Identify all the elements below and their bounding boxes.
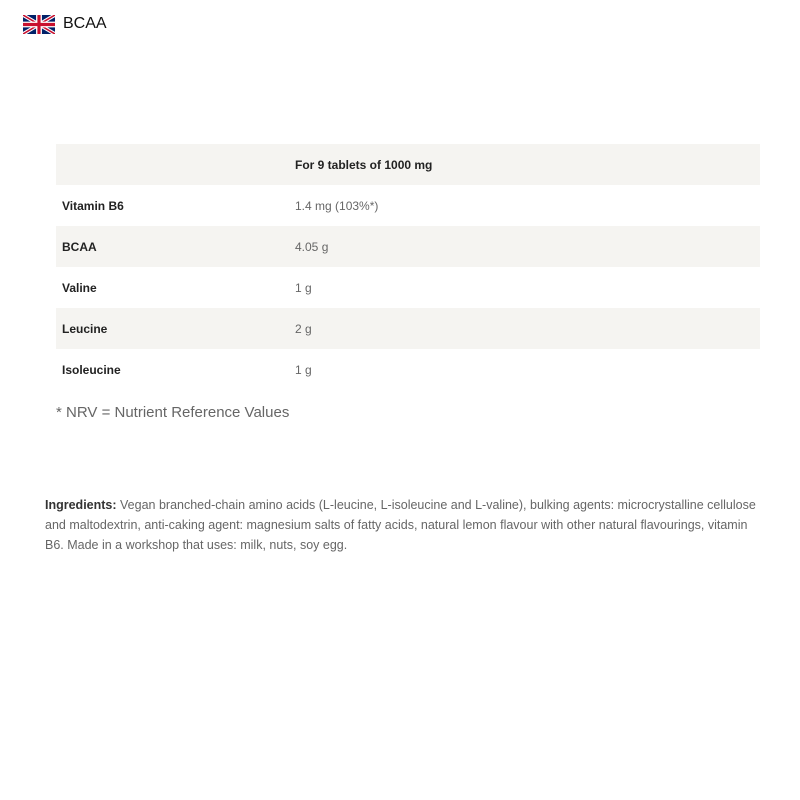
nutrient-name: Isoleucine xyxy=(62,362,121,377)
table-header-value: For 9 tablets of 1000 mg xyxy=(295,157,433,172)
uk-flag-icon xyxy=(23,15,55,34)
nutrient-name: Valine xyxy=(62,280,97,295)
nutrient-value: 4.05 g xyxy=(295,239,329,254)
nutrient-value: 1.4 mg (103%*) xyxy=(295,198,379,213)
nutrient-value: 1 g xyxy=(295,362,312,377)
ingredients-label: Ingredients: xyxy=(45,498,117,512)
nutrient-name: Vitamin B6 xyxy=(62,198,124,213)
table-row xyxy=(56,226,760,267)
ingredients-text: Vegan branched-chain amino acids (L-leucine, L-isoleucine and L-valine), bulking agents: microcrystalline cellulose and maltodextrin, anti-caking agent: magnesium salts of fatty acids, natural lemon flavour with other natural flavourings, vitamin B6. Made in a workshop that uses: milk, nuts, soy egg. xyxy=(45,498,756,552)
page-title: BCAA xyxy=(63,15,107,32)
table-header-row xyxy=(56,144,760,185)
table-row xyxy=(56,308,760,349)
nutrition-table xyxy=(56,144,760,390)
table-row xyxy=(56,349,760,390)
table-row xyxy=(56,267,760,308)
nrv-footnote: * NRV = Nutrient Reference Values xyxy=(56,404,290,421)
nutrient-name: Leucine xyxy=(62,321,108,336)
nutrient-value: 2 g xyxy=(295,321,312,336)
table-row xyxy=(56,185,760,226)
header xyxy=(23,13,107,35)
table-header-name xyxy=(56,144,295,185)
nutrient-name: BCAA xyxy=(62,239,97,254)
nutrient-value: 1 g xyxy=(295,280,312,295)
ingredients-paragraph xyxy=(45,495,760,555)
